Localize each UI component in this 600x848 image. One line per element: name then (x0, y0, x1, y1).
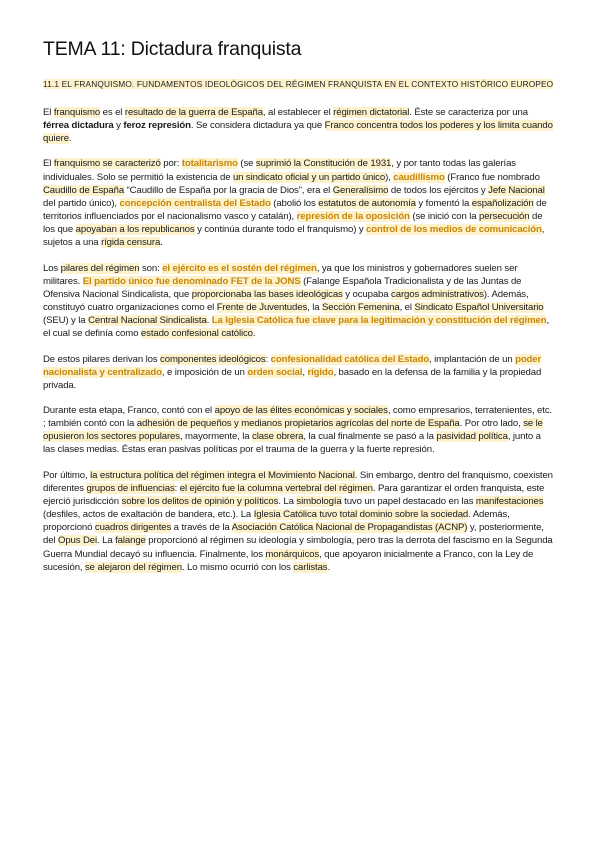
highlighted-phrase: manifestaciones (475, 495, 544, 507)
text-run: a través de la (171, 522, 232, 534)
text-run: (SEU) y la (43, 315, 89, 327)
highlighted-phrase: régimen dictatorial (333, 107, 410, 118)
highlighted-phrase: estado confesional católico (140, 328, 253, 340)
paragraph-4 (43, 353, 555, 392)
paragraph-2 (43, 157, 555, 249)
highlighted-phrase: simbología (296, 495, 342, 507)
highlighted-phrase: Generalísimo (332, 184, 389, 196)
text-run: . Para garantizar el orden franquista, este ejerció jurisdicción (43, 482, 545, 507)
highlighted-phrase: Asociación Católica Nacional de Propagandistas (ACNP) (231, 522, 468, 534)
document-page (43, 38, 555, 586)
highlighted-phrase: control de los medios de comunicación (366, 224, 542, 236)
highlighted-phrase: sobre los delitos de opinión y políticos (121, 495, 279, 507)
highlighted-phrase: suprimió la Constitución de 1931 (255, 158, 392, 170)
highlighted-phrase: grupos de influencias (86, 482, 175, 494)
highlighted-phrase: pilares del régimen (60, 262, 140, 274)
text-run: (Falange Española Tradicionalista y de las Juntas de Ofensiva Nacional Sindicalista, que (43, 275, 522, 300)
text-run: de todos los ejércitos y (388, 184, 489, 196)
highlighted-phrase: totalitarismo (181, 158, 238, 170)
text-run: , junto a las clases medias. Éstas eran pasivas políticas por el trauma de la guerra y la fuerte represión. (43, 431, 541, 456)
paragraph-3 (43, 262, 555, 341)
highlighted-phrase: cargos administrativos (391, 288, 484, 300)
highlighted-phrase: Frente de Juventudes (216, 302, 308, 314)
text-run: . (327, 561, 331, 573)
highlighted-phrase: concepción centralista del Estado (119, 197, 271, 209)
text-run: . Sin embargo, dentro del franquismo, coexisten diferentes (43, 469, 553, 494)
text-run: , ya que los ministros y gobernadores suelen ser militares. (43, 262, 518, 287)
text-run: De estos pilares derivan los (43, 353, 161, 365)
body-text (43, 106, 555, 574)
text-run: y ocupaba (342, 288, 392, 300)
highlighted-phrase: pasividad política (436, 431, 508, 443)
highlighted-phrase: se alejaron del régimen (85, 561, 182, 573)
text-run: tuvo un papel destacado en las (341, 495, 476, 507)
highlighted-phrase: Caudillo de España (43, 184, 125, 196)
highlighted-phrase: confesionalidad católica del Estado (270, 353, 430, 365)
text-run: , y por tanto todas las galerías individuales. Solo se permitió la existencia de (43, 158, 516, 183)
text-run: , al establecer el (262, 107, 334, 118)
highlighted-phrase: franquismo se caracterizó (53, 158, 161, 170)
text-run: de los que (43, 211, 543, 236)
text-run: . (252, 328, 256, 340)
text-run: . (68, 133, 72, 145)
highlighted-phrase: adhesión de pequeños y medianos propietarios agrícolas del norte de España (136, 418, 460, 430)
page-title: TEMA 11: Dictadura franquista (43, 38, 302, 60)
text-run: y (113, 120, 124, 132)
text-run: (abolió los (270, 197, 319, 209)
text-run: y continúa durante todo el franquismo) y (194, 224, 367, 236)
text-run: , que apoyaron inicialmente a Franco, con la Ley de sucesión, (43, 548, 534, 573)
highlighted-phrase: feroz represión (123, 120, 191, 132)
text-run: , implantación de un (429, 353, 516, 365)
highlighted-phrase: rígida censura (101, 237, 161, 249)
highlighted-phrase: monárquicos (265, 548, 320, 560)
highlighted-phrase: Iglesia Católica tuvo total dominio sobre la sociedad (253, 509, 469, 521)
text-run: . (160, 237, 163, 249)
highlighted-phrase: Franco concentra todos los poderes y los limita cuando quiere (43, 120, 553, 145)
text-run: . Además, proporcionó (43, 509, 510, 534)
text-run: , la cual finalmente se pasó a la (303, 431, 437, 443)
text-run: proporcionó al régimen su ideología y simbología, pero tras la derrota del fascismo en la Segunda Guerra Mundial decayó su influencia. Finalmente, los (43, 535, 553, 560)
text-run: (se (237, 158, 256, 170)
text-run: y fomentó la (415, 197, 472, 209)
text-run: ), (385, 171, 394, 183)
text-run: (desfiles, actos de exaltación de bandera, etc.). La (43, 509, 254, 521)
text-run: . (206, 315, 212, 327)
paragraph-5 (43, 404, 555, 457)
paragraph-6 (43, 469, 555, 574)
text-run: Los (43, 262, 61, 274)
highlighted-phrase: el ejército es el sostén del régimen (162, 262, 317, 274)
highlighted-phrase: apoyaban a los republicanos (75, 224, 195, 236)
text-run: . Se considera dictadura ya que (190, 120, 325, 132)
highlighted-phrase: falange (115, 535, 146, 547)
text-run: . La (278, 495, 297, 507)
text-run: , basado en la defensa de la familia y la propiedad privada. (43, 366, 542, 391)
text-run: es el (100, 107, 125, 118)
text-run: El (43, 107, 54, 118)
text-run: , como empresarios, terratenientes, etc. ; también contó con la (43, 404, 553, 430)
highlighted-phrase: Jefe Nacional (488, 184, 545, 196)
highlighted-phrase: se le opusieron los sectores populares (43, 418, 543, 443)
highlighted-phrase: Central Nacional Sindicalista (88, 315, 207, 327)
highlighted-phrase: estatutos de autonomía (318, 197, 416, 209)
highlighted-phrase: orden social (247, 366, 303, 378)
highlighted-phrase: proporcionaba las bases ideológicas (191, 288, 343, 300)
paragraph-1 (43, 106, 555, 145)
highlighted-phrase: rígido (307, 366, 334, 378)
highlighted-phrase: Sección Femenina (322, 302, 400, 314)
text-run: del partido único), (43, 197, 120, 209)
highlighted-phrase: clase obrera (252, 431, 304, 443)
text-run: son: (139, 262, 163, 274)
highlighted-phrase: La Iglesia Católica fue clave para la legitimación y constitución del régimen (211, 315, 547, 327)
section-subtitle: 11.1 EL FRANQUISMO. FUNDAMENTOS IDEOLÓGICOS DEL RÉGIMEN FRANQUISTA EN EL CONTEXTO HISTÓRICO EUROPEO (43, 79, 554, 89)
text-run: , la (307, 302, 323, 314)
text-run: , sujetos a una (43, 224, 545, 249)
highlighted-phrase: carlistas (293, 561, 328, 573)
text-run: , e imposición de un (161, 366, 248, 378)
text-run: por: (160, 158, 182, 170)
highlighted-phrase: Opus Dei (58, 535, 98, 547)
text-run: : (265, 353, 271, 365)
highlighted-phrase: españolización (471, 197, 534, 209)
highlighted-phrase: un sindicato oficial y un partido único (232, 171, 386, 183)
text-run: . La (97, 535, 116, 547)
highlighted-phrase: férrea dictadura (43, 120, 114, 132)
text-run: . Por otro lado, (459, 418, 524, 430)
text-run: : (174, 482, 180, 494)
text-run: de territorios influenciados por el nacionalismo vasco y catalán), (43, 197, 547, 223)
text-run: . Éste se caracteriza por una (409, 107, 528, 118)
text-run: , mayormente, la (179, 431, 253, 443)
text-run: Durante esta etapa, Franco, contó con el (43, 404, 215, 416)
text-run: . Lo mismo ocurrió con los (181, 561, 294, 573)
text-run: , el cual se definía como (43, 315, 549, 340)
text-run: , el (399, 302, 415, 314)
highlighted-phrase: resultado de la guerra de España (124, 107, 263, 118)
highlighted-phrase: represión de la oposición (296, 211, 410, 223)
highlighted-phrase: apoyo de las élites económicas y sociales (214, 404, 388, 416)
text-run: ). Además, constituyó cuatro organizaciones como el (43, 288, 529, 314)
text-run: , (302, 366, 308, 378)
text-run: y, posteriormente, del (43, 522, 544, 547)
highlighted-phrase: Sindicato Español Universitario (414, 302, 544, 314)
highlighted-phrase: franquismo (53, 107, 101, 118)
text-run: “Caudillo de España por la gracia de Dios”, era el (124, 184, 333, 196)
highlighted-phrase: la estructura política del régimen integra el Movimiento Nacional (90, 469, 355, 481)
highlighted-phrase: el ejército fue la columna vertebral del régimen (179, 482, 373, 494)
text-run: El (43, 158, 54, 170)
highlighted-phrase: persecución (479, 211, 530, 223)
text-run: Por último, (43, 469, 91, 481)
highlighted-phrase: El partido único fue denominado FET de la JONS (82, 275, 301, 287)
text-run: (se inició con la (409, 211, 480, 223)
highlighted-phrase: caudillismo (393, 171, 445, 183)
text-run: (Franco fue nombrado (444, 171, 540, 183)
highlighted-phrase: poder nacionalista y centralizado (43, 353, 542, 378)
highlighted-phrase: cuadros dirigentes (94, 522, 172, 534)
highlighted-phrase: componentes ideológicos (160, 353, 266, 365)
